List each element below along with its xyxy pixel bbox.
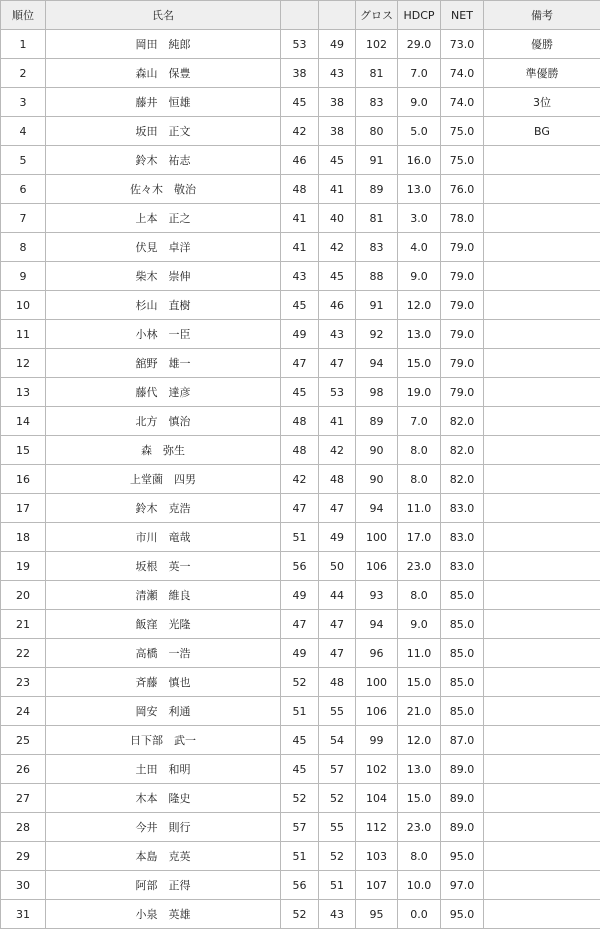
note-cell [484,291,600,320]
in-score-cell: 47 [319,494,356,523]
net-cell: 87.0 [441,726,484,755]
net-cell: 97.0 [441,871,484,900]
net-cell: 75.0 [441,146,484,175]
name-cell: 岡田 純郎 [46,30,281,59]
name-cell: 坂根 英一 [46,552,281,581]
gross-cell: 93 [356,581,398,610]
hdcp-cell: 23.0 [398,552,441,581]
table-row [1,784,600,813]
net-cell: 85.0 [441,697,484,726]
name-cell: 市川 竜哉 [46,523,281,552]
name-cell: 本島 克英 [46,842,281,871]
table-row [1,813,600,842]
in-score-cell: 42 [319,233,356,262]
table-row [1,233,600,262]
rank-cell: 19 [1,552,46,581]
table-row [1,291,600,320]
in-score-cell: 43 [319,320,356,349]
net-cell: 79.0 [441,262,484,291]
in-score-cell: 48 [319,668,356,697]
out-score-cell: 45 [281,755,319,784]
in-score-cell: 42 [319,436,356,465]
in-score-cell: 38 [319,88,356,117]
rank-cell: 18 [1,523,46,552]
name-cell: 木本 隆史 [46,784,281,813]
net-cell: 82.0 [441,465,484,494]
hdcp-cell: 19.0 [398,378,441,407]
gross-cell: 102 [356,30,398,59]
rank-cell: 10 [1,291,46,320]
in-score-cell: 52 [319,784,356,813]
out-score-cell: 46 [281,146,319,175]
hdcp-cell: 0.0 [398,900,441,929]
hdcp-cell: 9.0 [398,610,441,639]
gross-cell: 89 [356,175,398,204]
net-cell: 95.0 [441,900,484,929]
name-cell: 藤代 達彦 [46,378,281,407]
gross-cell: 94 [356,349,398,378]
table-row [1,523,600,552]
table-row [1,146,600,175]
table-row [1,900,600,929]
out-score-cell: 42 [281,117,319,146]
header-name: 氏名 [46,1,281,30]
table-row [1,175,600,204]
out-score-cell: 45 [281,88,319,117]
net-cell: 79.0 [441,233,484,262]
rank-cell: 14 [1,407,46,436]
out-score-cell: 48 [281,436,319,465]
name-cell: 飯窪 光隆 [46,610,281,639]
rank-cell: 15 [1,436,46,465]
in-score-cell: 51 [319,871,356,900]
header-note: 備考 [484,1,600,30]
note-cell [484,523,600,552]
header-hdcp: HDCP [398,1,441,30]
hdcp-cell: 10.0 [398,871,441,900]
note-cell: 3位 [484,88,600,117]
net-cell: 85.0 [441,639,484,668]
in-score-cell: 46 [319,291,356,320]
rank-cell: 11 [1,320,46,349]
name-cell: 阿部 正得 [46,871,281,900]
out-score-cell: 45 [281,726,319,755]
note-cell: BG [484,117,600,146]
gross-cell: 83 [356,88,398,117]
hdcp-cell: 17.0 [398,523,441,552]
out-score-cell: 56 [281,552,319,581]
out-score-cell: 57 [281,813,319,842]
note-cell: 優勝 [484,30,600,59]
table-row [1,378,600,407]
name-cell: 小林 一臣 [46,320,281,349]
in-score-cell: 55 [319,813,356,842]
hdcp-cell: 4.0 [398,233,441,262]
rank-cell: 31 [1,900,46,929]
net-cell: 89.0 [441,755,484,784]
gross-cell: 100 [356,668,398,697]
rank-cell: 17 [1,494,46,523]
out-score-cell: 52 [281,784,319,813]
table-row [1,349,600,378]
gross-cell: 112 [356,813,398,842]
gross-cell: 107 [356,871,398,900]
rank-cell: 16 [1,465,46,494]
note-cell [484,697,600,726]
table-row [1,320,600,349]
name-cell: 森 弥生 [46,436,281,465]
hdcp-cell: 11.0 [398,494,441,523]
out-score-cell: 41 [281,204,319,233]
note-cell: 準優勝 [484,59,600,88]
in-score-cell: 47 [319,610,356,639]
rank-cell: 24 [1,697,46,726]
net-cell: 79.0 [441,291,484,320]
gross-cell: 81 [356,59,398,88]
out-score-cell: 47 [281,349,319,378]
rank-cell: 29 [1,842,46,871]
hdcp-cell: 23.0 [398,813,441,842]
hdcp-cell: 21.0 [398,697,441,726]
table-row [1,465,600,494]
hdcp-cell: 3.0 [398,204,441,233]
gross-cell: 106 [356,552,398,581]
table-row [1,88,600,117]
out-score-cell: 49 [281,581,319,610]
note-cell [484,784,600,813]
table-row [1,30,600,59]
out-score-cell: 48 [281,175,319,204]
name-cell: 坂田 正文 [46,117,281,146]
out-score-cell: 43 [281,262,319,291]
header-net: NET [441,1,484,30]
table-row [1,436,600,465]
gross-cell: 91 [356,291,398,320]
out-score-cell: 52 [281,668,319,697]
name-cell: 土田 和明 [46,755,281,784]
name-cell: 清瀬 維良 [46,581,281,610]
name-cell: 今井 則行 [46,813,281,842]
net-cell: 78.0 [441,204,484,233]
table-row [1,552,600,581]
rank-cell: 21 [1,610,46,639]
rank-cell: 28 [1,813,46,842]
name-cell: 高橋 一浩 [46,639,281,668]
in-score-cell: 44 [319,581,356,610]
gross-cell: 81 [356,204,398,233]
rank-cell: 25 [1,726,46,755]
net-cell: 85.0 [441,668,484,697]
gross-cell: 94 [356,610,398,639]
name-cell: 鈴木 克浩 [46,494,281,523]
out-score-cell: 38 [281,59,319,88]
table-row [1,639,600,668]
name-cell: 佐々木 敬治 [46,175,281,204]
table-row [1,204,600,233]
gross-cell: 96 [356,639,398,668]
net-cell: 82.0 [441,407,484,436]
rank-cell: 22 [1,639,46,668]
rank-cell: 23 [1,668,46,697]
gross-cell: 102 [356,755,398,784]
table-row [1,581,600,610]
rank-cell: 9 [1,262,46,291]
header-rank: 順位 [1,1,46,30]
note-cell [484,407,600,436]
table-row [1,755,600,784]
hdcp-cell: 5.0 [398,117,441,146]
rank-cell: 3 [1,88,46,117]
table-row [1,697,600,726]
note-cell [484,842,600,871]
gross-cell: 83 [356,233,398,262]
header-out [281,1,319,30]
out-score-cell: 45 [281,378,319,407]
out-score-cell: 42 [281,465,319,494]
gross-cell: 92 [356,320,398,349]
header-row [1,1,600,30]
gross-cell: 95 [356,900,398,929]
note-cell [484,378,600,407]
name-cell: 森山 保豊 [46,59,281,88]
rank-cell: 26 [1,755,46,784]
hdcp-cell: 8.0 [398,465,441,494]
note-cell [484,581,600,610]
note-cell [484,320,600,349]
out-score-cell: 47 [281,494,319,523]
header-in [319,1,356,30]
table-row [1,668,600,697]
rank-cell: 1 [1,30,46,59]
hdcp-cell: 15.0 [398,784,441,813]
net-cell: 79.0 [441,378,484,407]
hdcp-cell: 15.0 [398,668,441,697]
hdcp-cell: 7.0 [398,407,441,436]
rank-cell: 20 [1,581,46,610]
in-score-cell: 54 [319,726,356,755]
out-score-cell: 48 [281,407,319,436]
gross-cell: 91 [356,146,398,175]
in-score-cell: 49 [319,30,356,59]
in-score-cell: 47 [319,349,356,378]
gross-cell: 106 [356,697,398,726]
out-score-cell: 53 [281,30,319,59]
note-cell [484,262,600,291]
rank-cell: 6 [1,175,46,204]
in-score-cell: 45 [319,146,356,175]
rank-cell: 27 [1,784,46,813]
table-row [1,59,600,88]
note-cell [484,726,600,755]
note-cell [484,610,600,639]
net-cell: 89.0 [441,784,484,813]
net-cell: 79.0 [441,349,484,378]
in-score-cell: 48 [319,465,356,494]
net-cell: 85.0 [441,581,484,610]
hdcp-cell: 8.0 [398,842,441,871]
name-cell: 伏見 卓洋 [46,233,281,262]
net-cell: 74.0 [441,59,484,88]
rank-cell: 30 [1,871,46,900]
hdcp-cell: 11.0 [398,639,441,668]
name-cell: 上本 正之 [46,204,281,233]
net-cell: 83.0 [441,552,484,581]
hdcp-cell: 13.0 [398,320,441,349]
in-score-cell: 52 [319,842,356,871]
gross-cell: 89 [356,407,398,436]
table-row [1,262,600,291]
out-score-cell: 51 [281,697,319,726]
note-cell [484,465,600,494]
net-cell: 76.0 [441,175,484,204]
in-score-cell: 38 [319,117,356,146]
in-score-cell: 41 [319,175,356,204]
table-row [1,494,600,523]
name-cell: 杉山 直樹 [46,291,281,320]
out-score-cell: 49 [281,320,319,349]
rank-cell: 4 [1,117,46,146]
hdcp-cell: 13.0 [398,755,441,784]
gross-cell: 90 [356,465,398,494]
in-score-cell: 55 [319,697,356,726]
rank-cell: 8 [1,233,46,262]
out-score-cell: 49 [281,639,319,668]
net-cell: 85.0 [441,610,484,639]
name-cell: 小泉 英雄 [46,900,281,929]
out-score-cell: 51 [281,842,319,871]
gross-cell: 80 [356,117,398,146]
gross-cell: 94 [356,494,398,523]
name-cell: 柴木 崇伸 [46,262,281,291]
hdcp-cell: 9.0 [398,88,441,117]
table-row [1,842,600,871]
hdcp-cell: 7.0 [398,59,441,88]
note-cell [484,436,600,465]
gross-cell: 98 [356,378,398,407]
table-row [1,726,600,755]
hdcp-cell: 8.0 [398,581,441,610]
table-row [1,871,600,900]
rank-cell: 7 [1,204,46,233]
rank-cell: 5 [1,146,46,175]
gross-cell: 100 [356,523,398,552]
note-cell [484,233,600,262]
rank-cell: 2 [1,59,46,88]
note-cell [484,204,600,233]
rank-cell: 12 [1,349,46,378]
gross-cell: 99 [356,726,398,755]
in-score-cell: 43 [319,59,356,88]
out-score-cell: 47 [281,610,319,639]
net-cell: 83.0 [441,494,484,523]
out-score-cell: 52 [281,900,319,929]
name-cell: 斉藤 慎也 [46,668,281,697]
note-cell [484,175,600,204]
header-gross: グロス [356,1,398,30]
net-cell: 73.0 [441,30,484,59]
note-cell [484,146,600,175]
hdcp-cell: 12.0 [398,291,441,320]
gross-cell: 90 [356,436,398,465]
in-score-cell: 45 [319,262,356,291]
rank-cell: 13 [1,378,46,407]
out-score-cell: 51 [281,523,319,552]
table-row [1,117,600,146]
in-score-cell: 49 [319,523,356,552]
note-cell [484,668,600,697]
hdcp-cell: 8.0 [398,436,441,465]
net-cell: 74.0 [441,88,484,117]
name-cell: 岡安 利通 [46,697,281,726]
in-score-cell: 47 [319,639,356,668]
in-score-cell: 40 [319,204,356,233]
gross-cell: 88 [356,262,398,291]
in-score-cell: 57 [319,755,356,784]
in-score-cell: 50 [319,552,356,581]
hdcp-cell: 16.0 [398,146,441,175]
out-score-cell: 45 [281,291,319,320]
name-cell: 鈴木 祐志 [46,146,281,175]
hdcp-cell: 9.0 [398,262,441,291]
note-cell [484,494,600,523]
note-cell [484,639,600,668]
name-cell: 藤井 恒雄 [46,88,281,117]
note-cell [484,349,600,378]
in-score-cell: 41 [319,407,356,436]
note-cell [484,813,600,842]
in-score-cell: 53 [319,378,356,407]
name-cell: 上堂薗 四男 [46,465,281,494]
table-body [1,30,600,929]
hdcp-cell: 15.0 [398,349,441,378]
table-row [1,407,600,436]
net-cell: 95.0 [441,842,484,871]
net-cell: 83.0 [441,523,484,552]
table-row [1,610,600,639]
out-score-cell: 56 [281,871,319,900]
note-cell [484,900,600,929]
net-cell: 79.0 [441,320,484,349]
name-cell: 北方 慎治 [46,407,281,436]
gross-cell: 103 [356,842,398,871]
net-cell: 89.0 [441,813,484,842]
note-cell [484,552,600,581]
gross-cell: 104 [356,784,398,813]
net-cell: 75.0 [441,117,484,146]
name-cell: 舘野 雄一 [46,349,281,378]
out-score-cell: 41 [281,233,319,262]
hdcp-cell: 13.0 [398,175,441,204]
table-header [1,1,600,30]
hdcp-cell: 29.0 [398,30,441,59]
note-cell [484,755,600,784]
note-cell [484,871,600,900]
name-cell: 日下部 武一 [46,726,281,755]
hdcp-cell: 12.0 [398,726,441,755]
net-cell: 82.0 [441,436,484,465]
in-score-cell: 43 [319,900,356,929]
